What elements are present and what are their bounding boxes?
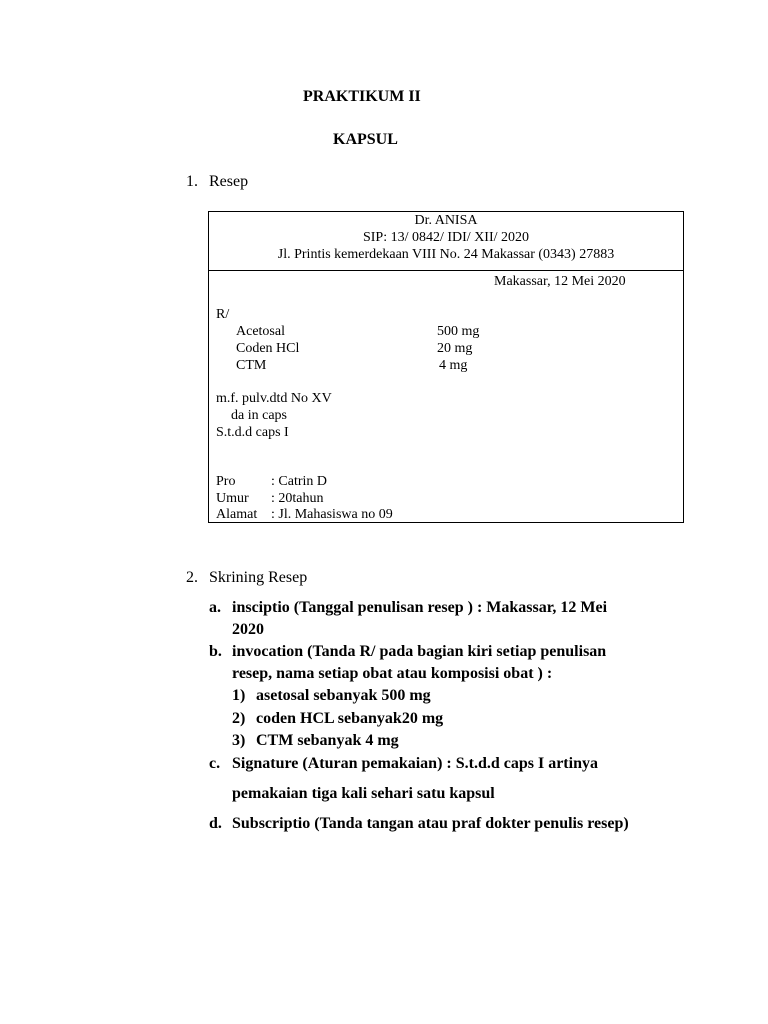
instruction-line: S.t.d.d caps I: [216, 425, 289, 440]
sub-list-number: 1): [232, 687, 246, 704]
signature-line: Signature (Aturan pemakaian) : S.t.d.d caps I artinya: [232, 755, 598, 772]
drug-name: CTM: [236, 358, 267, 373]
rx-symbol: R/: [216, 307, 230, 322]
section2-number: 2.: [186, 569, 198, 586]
sub-list-number: 2): [232, 710, 246, 727]
sub-list-item: CTM sebanyak 4 mg: [256, 732, 399, 749]
list-marker: b.: [209, 643, 222, 660]
doctor-address: Jl. Printis kemerdekaan VIII No. 24 Makassar (0343) 27883: [277, 247, 615, 262]
page-subtitle: KAPSUL: [333, 131, 398, 148]
list-marker: c.: [209, 755, 221, 772]
patient-name: : Catrin D: [271, 474, 327, 489]
instruction-line: m.f. pulv.dtd No XV: [216, 391, 332, 406]
section1-number: 1.: [186, 173, 198, 190]
signature-line: pemakaian tiga kali sehari satu kapsul: [232, 785, 495, 802]
section2-heading: Skrining Resep: [209, 569, 308, 586]
patient-label: Pro: [216, 474, 236, 489]
inscriptio-line: 2020: [232, 621, 264, 638]
patient-age: : 20tahun: [271, 491, 324, 506]
drug-dose: 20 mg: [437, 341, 473, 356]
header-divider: [209, 270, 683, 271]
sub-list-number: 3): [232, 732, 246, 749]
inscriptio-line: insciptio (Tanggal penulisan resep ) : Makassar, 12 Mei: [232, 599, 608, 616]
drug-dose: 500 mg: [437, 324, 480, 339]
subscriptio-line: Subscriptio (Tanda tangan atau praf dokter penulis resep): [232, 815, 629, 832]
drug-dose: 4 mg: [439, 358, 468, 373]
list-marker: d.: [209, 815, 222, 832]
drug-name: Acetosal: [236, 324, 285, 339]
prescription-box: [208, 211, 684, 523]
sub-list-item: asetosal sebanyak 500 mg: [256, 687, 431, 704]
prescription-date: Makassar, 12 Mei 2020: [494, 274, 626, 289]
list-marker: a.: [209, 599, 221, 616]
drug-name: Coden HCl: [236, 341, 300, 356]
patient-label: Umur: [216, 491, 249, 506]
sub-list-item: coden HCL sebanyak20 mg: [256, 710, 444, 727]
invocation-line: invocation (Tanda R/ pada bagian kiri setiap penulisan: [232, 643, 607, 660]
patient-address: : Jl. Mahasiswa no 09: [271, 507, 393, 522]
patient-label: Alamat: [216, 507, 258, 522]
doctor-name: Dr. ANISA: [414, 213, 478, 228]
invocation-line: resep, nama setiap obat atau komposisi obat ) :: [232, 665, 553, 682]
instruction-line: da in caps: [231, 408, 287, 423]
page-title: PRAKTIKUM II: [303, 88, 421, 105]
doctor-sip: SIP: 13/ 0842/ IDI/ XII/ 2020: [362, 230, 530, 245]
section1-heading: Resep: [209, 173, 249, 190]
